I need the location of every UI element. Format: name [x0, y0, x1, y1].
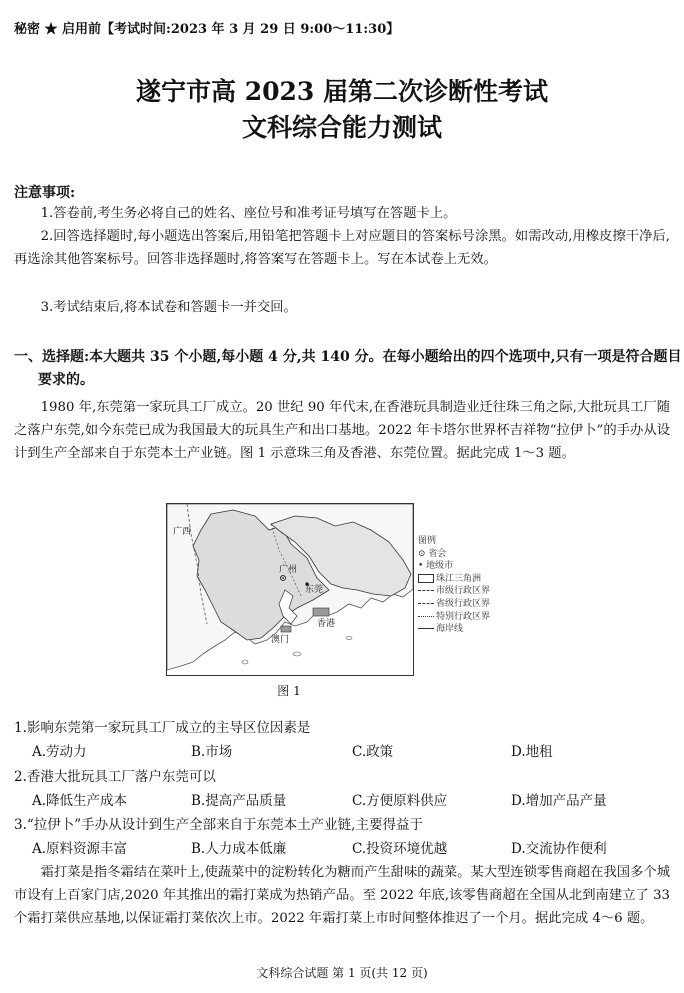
legend-item-capital: ⊙ 省会	[418, 548, 447, 559]
question-1-option-b: B.市场	[191, 744, 233, 760]
figure-caption: 图 1	[277, 684, 301, 698]
delta-area-icon	[418, 574, 434, 583]
label-macau: 澳门	[271, 635, 290, 645]
notice-item-1: 1.答卷前,考生务必将自己的姓名、座位号和准考证号填写在答题卡上。	[40, 206, 457, 221]
question-3-option-b: B.人力成本低廉	[191, 841, 287, 857]
question-2-option-b: B.提高产品质量	[191, 793, 287, 809]
exam-title: 遂宁市高 2023 届第二次诊断性考试	[136, 77, 548, 106]
question-1-option-a: A.劳动力	[32, 744, 87, 760]
island	[346, 637, 352, 640]
hong-kong-area	[313, 608, 329, 616]
map-legend	[418, 535, 528, 636]
question-2-option-a: A.降低生产成本	[32, 793, 128, 809]
section-heading: 一、选择题:本大题共 35 个小题,每小题 4 分,共 140 分。在每小题给出的四个选项中,只有一项是符合题目要求的。	[14, 349, 682, 388]
legend-item-city-border: 市级行政区界	[418, 585, 528, 598]
city-border-icon	[418, 590, 434, 591]
question-1-option-d: D.地租	[511, 744, 553, 760]
legend-item-coastline: 海岸线	[418, 623, 528, 636]
macau-area	[281, 626, 291, 632]
exam-time-header: 秘密 ★ 启用前【考试时间:2023 年 3 月 29 日 9:00～11:30】	[14, 22, 400, 37]
island	[293, 652, 301, 656]
city-symbol-icon: •	[418, 561, 427, 572]
passage-1: 1980 年,东莞第一家玩具工厂成立。20 世纪 90 年代末,在香港玩具制造业迁往珠三角之际,大批玩具工厂随之落户东莞,如今东莞已成为我国最大的玩具生产和出口基地。2022 年卡塔尔世界杯吉祥物“拉伊卜”的手办从设计到生产全部来自于东莞本土产业链。图 1 示意珠三角及香港、东莞位置。据此完成 1～3 题。	[14, 400, 670, 461]
map-drawing	[167, 504, 413, 675]
label-guangxi: 广西	[173, 527, 192, 537]
question-1-option-c: C.政策	[352, 744, 394, 760]
legend-title: 图例	[418, 536, 437, 546]
notice-title: 注意事项:	[14, 185, 76, 201]
label-hongkong: 香港	[317, 619, 336, 629]
question-2-option-c: C.方便原料供应	[352, 793, 448, 809]
label-guangzhou: 广州	[279, 565, 298, 575]
capital-symbol-icon: ⊙	[418, 548, 429, 559]
question-3-option-c: C.投资环境优越	[352, 841, 448, 857]
province-border-icon	[418, 603, 434, 604]
legend-item-province-border: 省级行政区界	[418, 598, 528, 611]
legend-item-delta: 珠江三角洲	[418, 573, 528, 586]
coastline-icon	[418, 628, 434, 629]
pearl-river-delta-map	[166, 503, 414, 676]
exam-subtitle: 文科综合能力测试	[241, 113, 442, 142]
legend-item-sar-border: 特别行政区界	[418, 611, 528, 624]
guangzhou-marker-dot	[282, 577, 284, 579]
legend-item-city: • 地级市	[418, 561, 454, 572]
notice-item-2: 2.回答选择题时,每小题选出答案后,用铅笔把答题卡上对应题目的答案标号涂黑。如需改动,用橡皮擦干净后,再选涂其他答案标号。回答非选择题时,将答案写在答题卡上。写在本试卷上无效。	[14, 229, 670, 267]
island	[242, 660, 248, 664]
label-dongguan: 东莞	[305, 585, 324, 595]
question-2-option-d: D.增加产品产量	[511, 793, 607, 809]
sar-border-icon	[418, 616, 434, 617]
notice-item-3: 3.考试结束后,将本试卷和答题卡一并交回。	[40, 300, 297, 315]
question-3-option-a: A.原料资源丰富	[32, 841, 128, 857]
page-footer: 文科综合试题 第 1 页(共 12 页)	[256, 966, 428, 980]
question-3-option-d: D.交流协作便利	[511, 841, 607, 857]
question-3-stem: 3.“拉伊卜”手办从设计到生产全部来自于东莞本土产业链,主要得益于	[14, 817, 423, 833]
question-1-stem: 1.影响东莞第一家玩具工厂成立的主导区位因素是	[14, 720, 311, 736]
question-2-stem: 2.香港大批玩具工厂落户东莞可以	[14, 769, 216, 785]
passage-2: 霜打菜是指冬霜结在菜叶上,使蔬菜中的淀粉转化为糖而产生甜味的蔬菜。某大型连锁零售商超在我国多个城市设有上百家门店,2020 年其推出的霜打菜成为热销产品。至 2022 年底,该零售商超在全国从北到南建立了 33 个霜打菜供应基地,以保证霜打菜依次上市。2022 年霜打菜上市时间整体推迟了一个月。据此完成 4～6 题。	[14, 865, 670, 926]
